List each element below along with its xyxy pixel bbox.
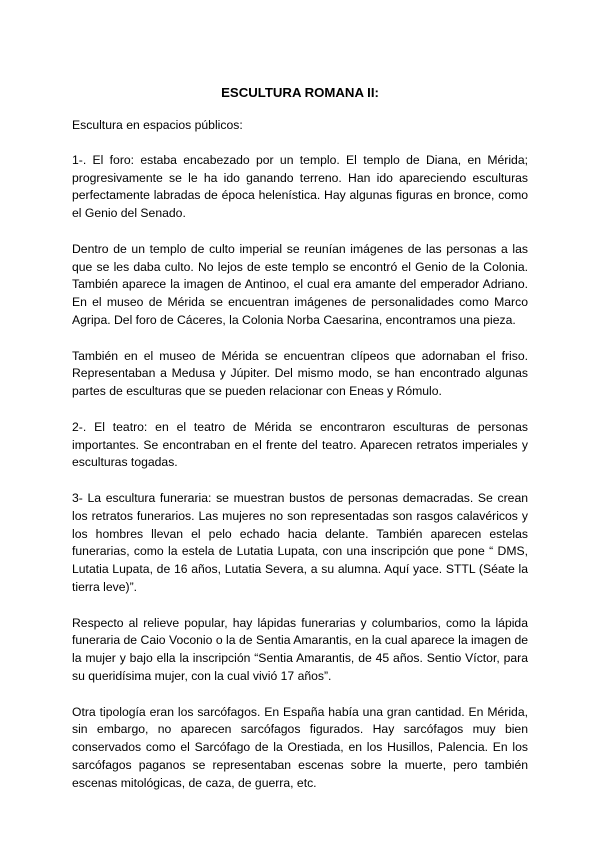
paragraph-foro: 1-. El foro: estaba encabezado por un templo. El templo de Diana, en Mérida; progresivamente se le ha ido ganando terreno. Han ido apareciendo esculturas perfectamente labradas de época helenística. Hay algunas figuras en bronce, como el Genio del Senado. xyxy=(72,152,528,221)
section-subtitle: Escultura en espacios públicos: xyxy=(72,118,243,132)
paragraph-relieve-popular: Respecto al relieve popular, hay lápidas funerarias y columbarios, como la lápida funeraria de Caio Voconio o la de Sentia Amarantis, en la cual aparece la imagen de la mujer y bajo ella la inscripción “Sentia Amarantis, de 45 años. Sentio Víctor, para su queridísima mujer, con la cual vivió 17 años”. xyxy=(72,615,528,683)
page-title: ESCULTURA ROMANA II: xyxy=(221,85,379,100)
paragraph-clipeos: También en el museo de Mérida se encuentran clípeos que adornaban el friso. Representaban a Medusa y Júpiter. Del mismo modo, se han encontrado algunas partes de esculturas que se pueden relacionar con Eneas y Rómulo. xyxy=(72,348,528,399)
paragraph-teatro: 2-. El teatro: en el teatro de Mérida se encontraron esculturas de personas importantes. Se encontraban en el frente del teatro. Aparecen retratos imperiales y esculturas togadas. xyxy=(72,419,528,470)
document-page xyxy=(72,84,528,810)
paragraph-escultura-funeraria: 3- La escultura funeraria: se muestran bustos de personas demacradas. Se crean los retratos funerarios. Las mujeres no son representadas son rasgos calavéricos y los hombres llevan el pelo echado hacia delante. También aparecen estelas funerarias, como la estela de Lutatia Lupata, con una inscripción que pone “ DMS, Lutatia Lupata, de 16 años, Lutatia Severa, a su alumna. Aquí yace. STTL (Séate la tierra leve)”. xyxy=(72,490,528,594)
paragraph-templo-imperial: Dentro de un templo de culto imperial se reunían imágenes de las personas a las que se les daba culto. No lejos de este templo se encontró el Genio de la Colonia. También aparece la imagen de Antinoo, el cual era amante del emperador Adriano. En el museo de Mérida se encuentran imágenes de personalidades como Marco Agripa. Del foro de Cáceres, la Colonia Norba Caesarina, encontramos una pieza. xyxy=(72,241,528,327)
paragraph-sarcofagos: Otra tipología eran los sarcófagos. En España había una gran cantidad. En Mérida, sin embargo, no aparecen sarcófagos figurados. Hay sarcófagos muy bien conservados como el Sarcófago de la Orestiada, en los Husillos, Palencia. En los sarcófagos paganos se representaban escenas sobre la muerte, pero también escenas mitológicas, de caza, de guerra, etc. xyxy=(72,704,528,790)
